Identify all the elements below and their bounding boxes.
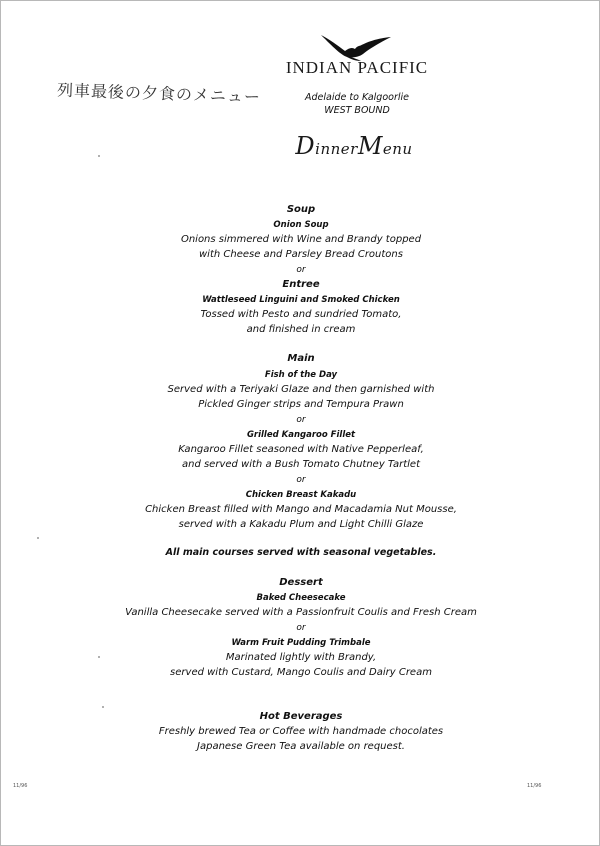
dish-name: Warm Fruit Pudding Trimbale (231, 638, 371, 648)
dish-name: Wattleseed Linguini and Smoked Chicken (202, 295, 400, 305)
dish-description: Kangaroo Fillet seasoned with Native Pepperleaf, (178, 444, 424, 455)
dish-description: Pickled Ginger strips and Tempura Prawn (198, 399, 404, 410)
beverage-line: Freshly brewed Tea or Coffee with handmade chocolates (158, 726, 444, 737)
dish-description: Vanilla Cheesecake served with a Passionfruit Coulis and Fresh Cream (125, 607, 477, 618)
brand-name: INDIAN PACIFIC (285, 58, 429, 77)
dish-description: served with a Kakadu Plum and Light Chilli Glaze (178, 519, 424, 530)
section-heading-entree: Entree (282, 279, 320, 290)
route-line1: Adelaide to Kalgoorlie (305, 92, 409, 103)
section-heading-dessert: Dessert (279, 577, 323, 588)
footer-code-left: 11/96 (13, 783, 28, 789)
or-separator: or (296, 623, 306, 633)
dish-description: Chicken Breast filled with Mango and Macadamia Nut Mousse, (145, 504, 457, 515)
dish-description: and finished in cream (246, 324, 356, 335)
dish-name: Fish of the Day (264, 370, 338, 380)
or-separator: or (296, 415, 306, 425)
dish-description: Marinated lightly with Brandy, (225, 652, 377, 663)
scan-speck (102, 706, 104, 708)
section-heading-soup: Soup (286, 204, 316, 215)
dish-description: Tossed with Pesto and sundried Tomato, (200, 309, 402, 320)
footer-code-right: 11/96 (527, 783, 542, 789)
or-separator: or (296, 475, 306, 485)
dish-description: served with Custard, Mango Coulis and Dairy Cream (170, 667, 432, 678)
dish-description: with Cheese and Parsley Bread Croutons (199, 249, 403, 260)
scan-speck (98, 155, 100, 157)
dish-description: and served with a Bush Tomato Chutney Tartlet (181, 459, 420, 470)
scan-speck (98, 656, 100, 658)
section-heading-main: Main (287, 353, 315, 364)
main-courses-note: All main courses served with seasonal vegetables. (165, 547, 437, 558)
route-line2: WEST BOUND (324, 105, 390, 116)
section-heading-hot-beverages: Hot Beverages (259, 711, 343, 722)
dish-name: Grilled Kangaroo Fillet (246, 430, 356, 440)
or-separator: or (296, 265, 306, 275)
menu-title: DinnerMenu (295, 132, 413, 160)
dish-name: Onion Soup (273, 220, 329, 230)
dish-description: Onions simmered with Wine and Brandy topped (180, 234, 422, 245)
scan-speck (37, 537, 39, 539)
beverage-line: Japanese Green Tea available on request. (197, 741, 405, 752)
handwritten-note: 列車最後の夕食のメニュー (56, 80, 262, 107)
dish-description: Served with a Teriyaki Glaze and then garnished with (167, 384, 435, 395)
dish-name: Baked Cheesecake (256, 593, 346, 603)
dish-name: Chicken Breast Kakadu (245, 490, 357, 500)
